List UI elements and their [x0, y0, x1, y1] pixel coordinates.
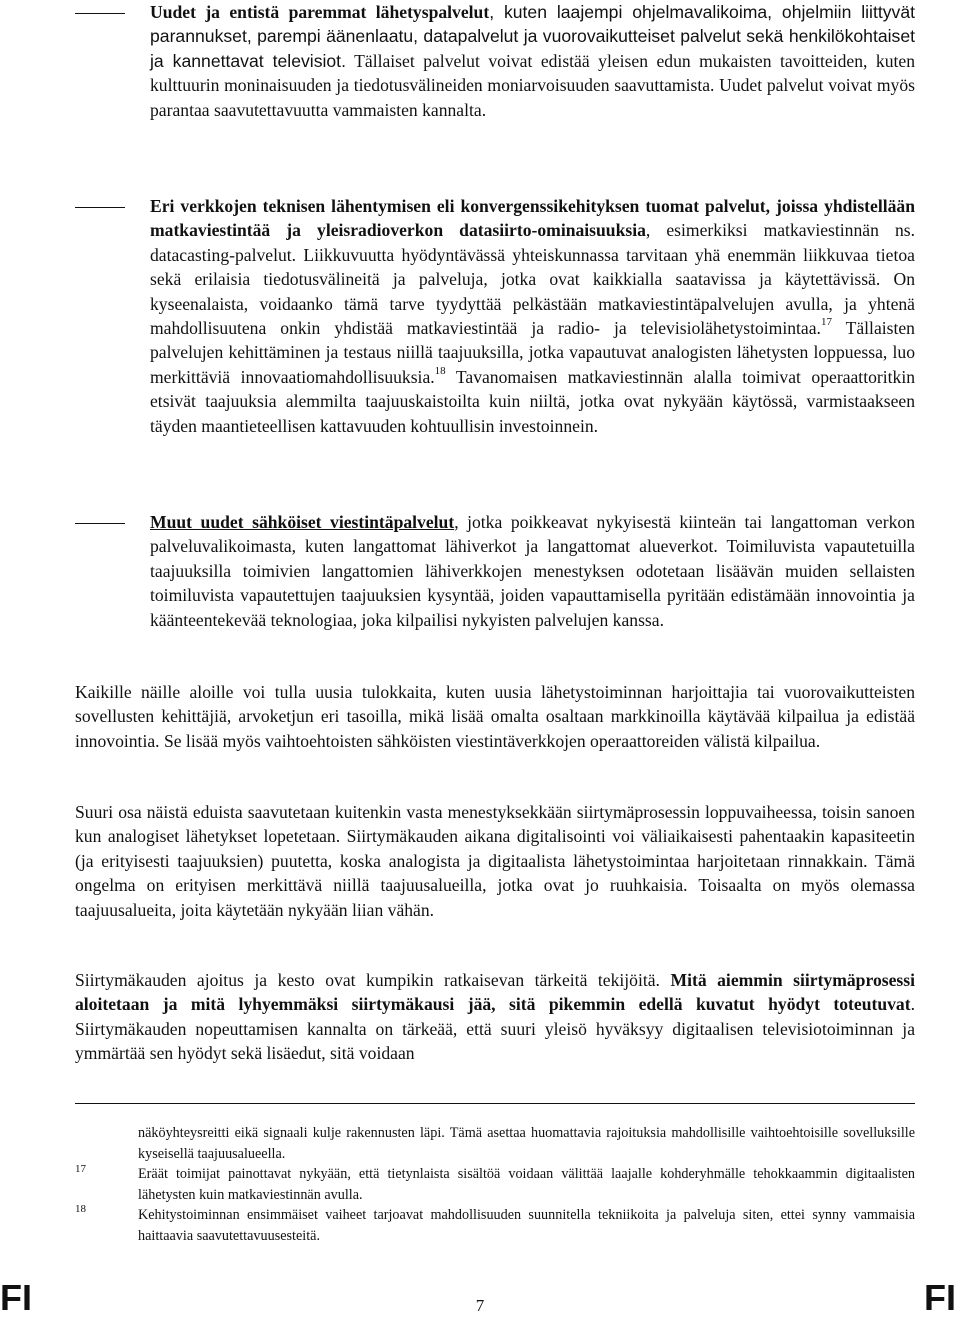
paragraph-text: Siirtymäkauden ajoitus ja kesto ovat kumpikin ratkaisevan tärkeitä tekijöitä. — [75, 970, 671, 990]
paragraph-emphasis: Mitä aiemmin siirtymäprosessi aloitetaan ja mitä lyhyemmäksi siirtymäkausi jää, sitä pikemmin edellä kuvatut hyödyt toteutuvat — [75, 970, 915, 1015]
bullet-text: , jotka poikkeavat nykyisestä kiinteän tai langattoman verkon palveluvalikoimasta, kuten langattomat lähiverkot ja langattomat alueverkot. Toimiluvista vapautetuilla taajuuksilla toimivien langattomien lähiverkkojen menestyksen odotetaan lisäävän muiden sellaisten toimiluvista vapautettujen taajuuksien kysyntää, joiden vapauttamisella pyritään edistämään innovointia ja käänteentekevää teknologiaa, joka kilpailisi nykyisten palvelujen kanssa. — [150, 512, 915, 630]
bullet-convergence-services — [75, 194, 915, 438]
footnotes — [138, 1123, 915, 1246]
bullet-new-broadcast-services — [75, 0, 915, 122]
bullet-other-electronic-services — [75, 510, 915, 632]
footnote-18: Kehitystoiminnan ensimmäiset vaiheet tarjoavat mahdollisuuden suunnitella tekniikoita ja palveluja siten, ettei synny vammaisia haittaavia saavutettavuusesteitä. — [138, 1207, 915, 1244]
bullet-dash — [75, 13, 125, 14]
language-code-left: FI — [0, 1277, 32, 1318]
footnote-number-18: 18 — [75, 1203, 86, 1215]
bullet-text: , esimerkiksi matkaviestinnän ns. datacasting-palvelut. Liikkuvuutta hyödyntävässä yhteiskunnassa tarvitaan yhä enemmän liikkuvaa tietoa sekä erilaisia tiedotusvälineitä ja palveluja, jotka ovat kaikkialla saatavissa ja käytettävissä. On kyseenalaista, voidaanko tämä tarve tyydyttää pelkästään matkaviestintäpalvelujen avulla, ja yhtenä mahdollisuutena onkin yhdistää matkaviestintää ja radio- ja televisiolähetystoimintaa. — [150, 220, 915, 339]
bullet-text: Tavanomaisen matkaviestinnän alalla toimivat operaattoritkin etsivät taajuuksia alemmilta taajuuskaistoilta kuin niiltä, jotka ovat nykyään käytössä, varmistaakseen täyden maantieteellisen kattavuuden kohtuullisin investoinnein. — [150, 366, 915, 436]
bullet-text: , kuten laajempi ohjelmavalikoima, ohjelmiin liittyvät parannukset, parempi äänenlaatu, datapalvelut ja vuorovaikutteiset palvelut sekä henkilökohtaiset ja kannettavat televisiot. — [150, 2, 915, 71]
bullet-dash — [75, 207, 125, 208]
footnote-ref-18[interactable]: 18 — [434, 364, 446, 377]
bullet-lead: Eri verkkojen teknisen lähentymisen eli konvergenssikehityksen tuomat palvelut, joissa yhdistellään matkaviestintää ja yleisradioverkon datasiirto-ominaisuuksia — [150, 196, 915, 241]
footnote-separator — [75, 1103, 915, 1104]
bullet-text-cont: Tällaiset palvelut voivat edistää yleisen edun mukaisten tavoitteiden, kuten kulttuurin moninaisuuden ja tiedotusvälineiden moniarvoisuuden saavuttamista. Uudet palvelut voivat myös parantaa saavutettavuutta vammaisten kannalta. — [150, 50, 916, 120]
paragraph-new-entrants: Kaikille näille aloille voi tulla uusia tulokkaita, kuten uusia lähetystoiminnan harjoittajia tai vuorovaikutteisten sovellusten kehittäjiä, arvoketjun eri tasoilla, mikä lisää omalta osaltaan markkinoilla käytävää kilpailua ja edistää innovointia. Se lisää myös vaihtoehtoisten sähköisten viestintäverkkojen operaattoreiden välistä kilpailua. — [75, 682, 915, 751]
footnote-ref-17[interactable]: 17 — [820, 316, 832, 329]
paragraph-text: . Siirtymäkauden nopeuttamisen kannalta on tärkeää, että suuri yleisö hyväksyy digitaalisen televisiotoiminnan ja ymmärtää sen hyödyt sekä lisäedut, sitä voidaan — [75, 994, 915, 1064]
page-number: 7 — [475, 1296, 485, 1315]
bullet-lead: Uudet ja entistä paremmat lähetyspalvelut — [150, 2, 490, 22]
bullet-lead: Muut uudet sähköiset viestintäpalvelut — [150, 512, 455, 532]
bullet-dash — [75, 523, 125, 524]
footnote-number-17: 17 — [75, 1163, 86, 1175]
bullet-text: Tällaisten palvelujen kehittäminen ja testaus niillä taajuuksilla, jotka vapautuvat analogisten lähetysten loppuessa, luo merkittäviä innovaatiomahdollisuuksia. — [150, 318, 915, 387]
footnote-17: Eräät toimijat painottavat nykyään, että tietynlaista sisältöä voidaan välittää laajalle kohderyhmälle tehokkaammin digitaalisten lähetysten kuin matkaviestinnän avulla. — [138, 1166, 915, 1203]
paragraph-transition-timing — [75, 968, 915, 1066]
paragraph-transition-benefits: Suuri osa näistä eduista saavutetaan kuitenkin vasta menestyksekkään siirtymäprosessin loppuvaiheessa, toisin sanoen kun analogiset lähetykset lopetetaan. Siirtymäkauden aikana digitalisointi voi väliaikaisesti pahentaakin kapasiteetin (ja erityisesti taajuuksien) puutetta, koska analogista ja digitaalista lähetystoimintaa harjoitetaan rinnakkain. Tämä ongelma on erityisen merkittävä niillä taajuusalueilla, jotka ovat jo ruuhkaisia. Toisaalta on myös olemassa taajuusalueita, joita käytetään nykyään liian vähän. — [75, 802, 915, 920]
language-code-right: FI — [924, 1277, 956, 1318]
footnote-continuation: näköyhteysreitti eikä signaali kulje rakennusten läpi. Tämä asettaa huomattavia rajoituksia mahdollisille vaihtoehtoisille sovelluksille kyseisellä taajuusalueella. — [138, 1125, 915, 1162]
